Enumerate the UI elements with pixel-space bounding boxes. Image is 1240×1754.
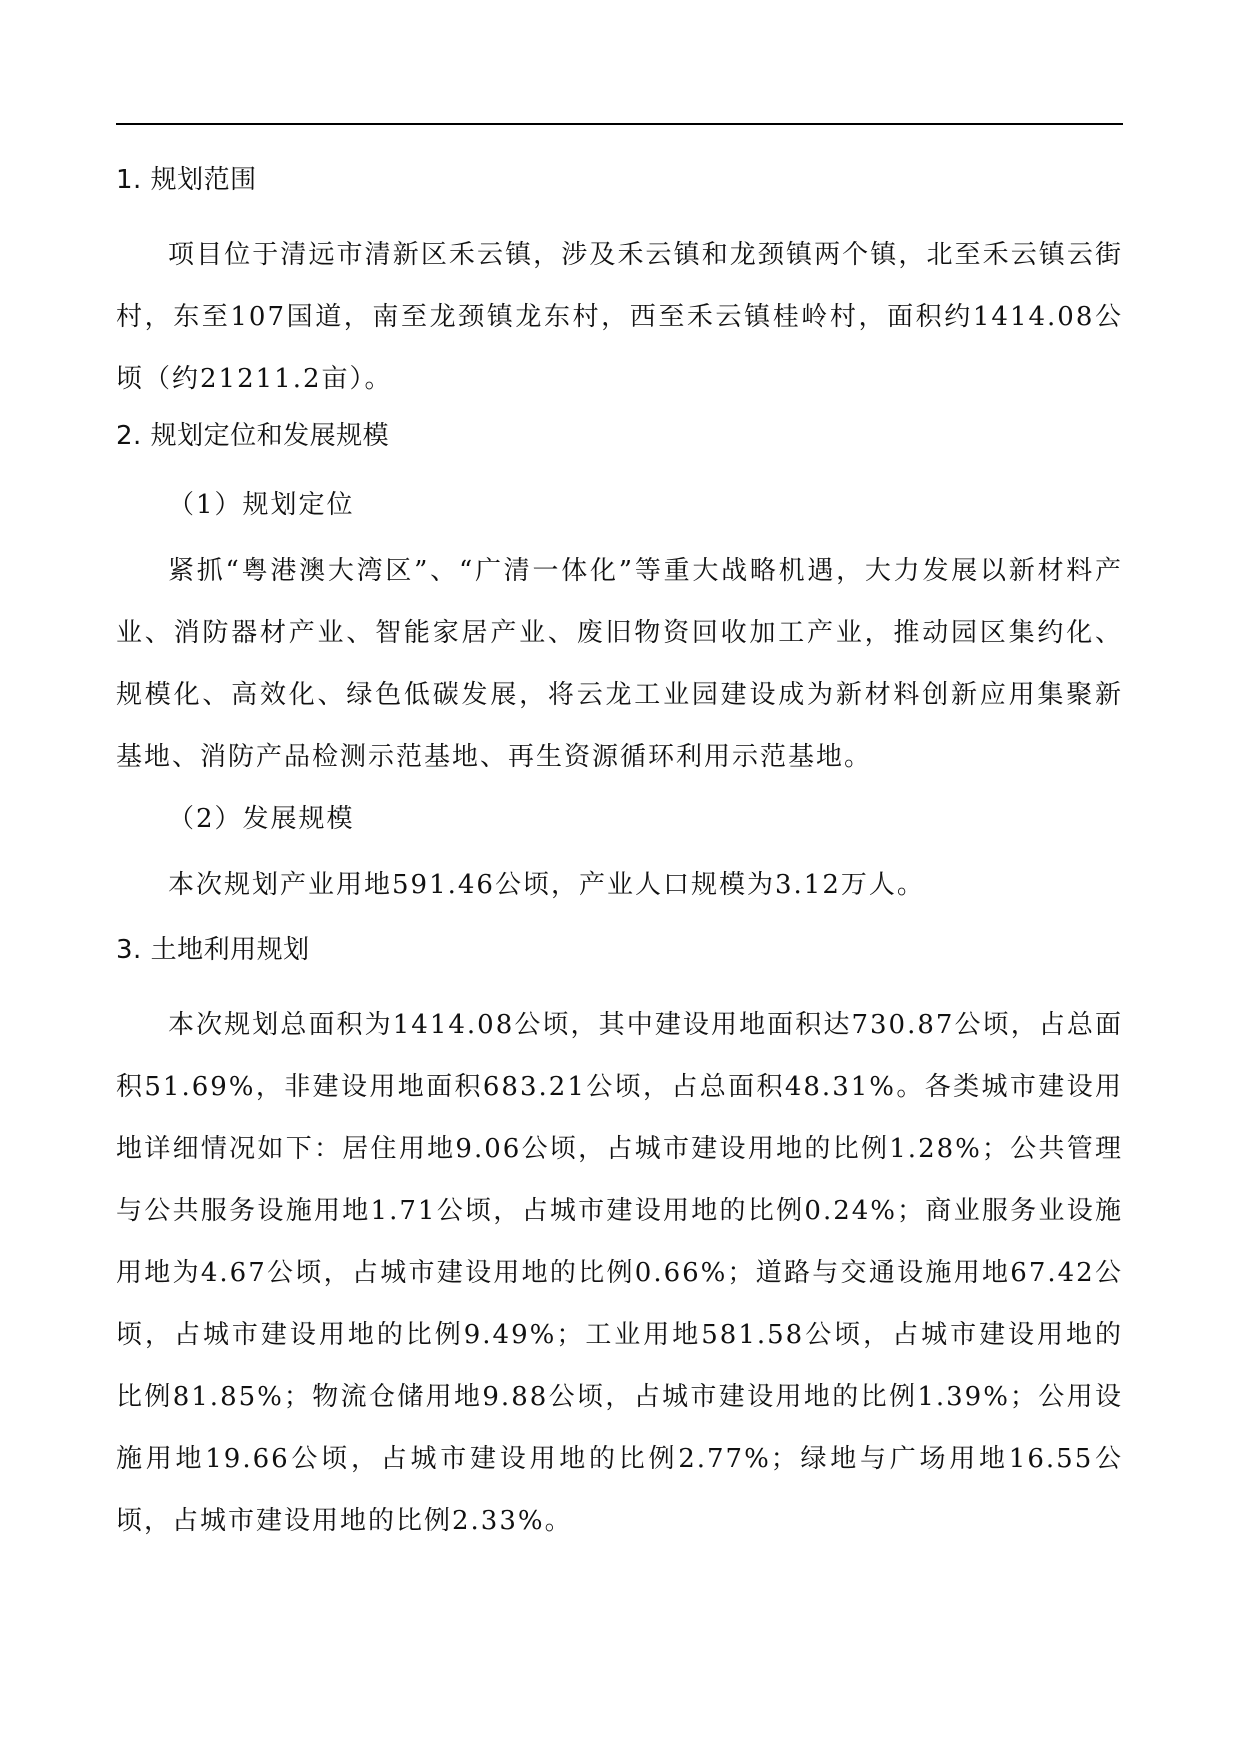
planning-scope-paragraph: 项目位于清远市清新区禾云镇，涉及禾云镇和龙颈镇两个镇，北至禾云镇云街村，东至107国道，南至龙颈镇龙东村，西至禾云镇桂岭村，面积约1414.08公顷（约21211.2亩）。 [116,240,1123,394]
land-use-paragraph: 本次规划总面积为1414.08公顷，其中建设用地面积达730.87公顷，占总面积51.69%，非建设用地面积683.21公顷，占总面积48.31%。各类城市建设用地详细情况如下：居住用地9.06公顷，占城市建设用地的比例1.28%；公共管理与公共服务设施用地1.71公顷，占城市建设用地的比例0.24%；商业服务业设施用地为4.67公顷，占城市建设用地的比例0.66%；道路与交通设施用地67.42公顷，占城市建设用地的比例9.49%；工业用地581.58公顷，占城市建设用地的比例81.85%；物流仓储用地9.88公顷，占城市建设用地的比例1.39%；公用设施用地19.66公顷，占城市建设用地的比例2.77%；绿地与广场用地16.55公顷，占城市建设用地的比例2.33%。 [116,1010,1123,1536]
positioning-paragraph: 紧抓“粤港澳大湾区”、“广清一体化”等重大战略机遇，大力发展以新材料产业、消防器材产业、智能家居产业、废旧物资回收加工产业，推动园区集约化、规模化、高效化、绿色低碳发展，将云龙工业园建设成为新材料创新应用集聚新基地、消防产品检测示范基地、再生资源循环利用示范基地。 [116,556,1123,772]
document-body [116,160,1123,1558]
section-heading-land-use: 3. 土地利用规划 [116,935,310,965]
subheading-positioning: （1）规划定位 [168,490,355,520]
subheading-scale: （2）发展规模 [168,804,355,834]
section-heading-positioning-scale: 2. 规划定位和发展规模 [116,421,390,451]
scale-paragraph: 本次规划产业用地591.46公顷，产业人口规模为3.12万人。 [168,870,925,900]
section-heading-planning-scope: 1. 规划范围 [116,165,257,195]
header-rule [116,123,1123,125]
